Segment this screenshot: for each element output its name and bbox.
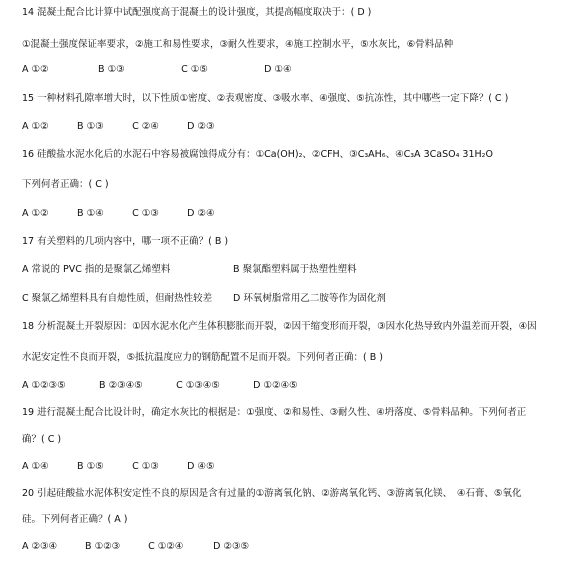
q20-option-b: B ①②③: [85, 541, 121, 552]
q17-option-a: A 常说的 PVC 指的是聚氯乙烯塑料: [22, 264, 171, 275]
q19-option-d: D ④⑤: [187, 461, 215, 472]
q20-stem-cont: 硅。下列何者正确？( A ): [22, 514, 128, 525]
q19-option-b: B ①⑤: [77, 461, 104, 472]
q14-option-b: B ①③: [98, 64, 125, 75]
q15-option-a: A ①②: [22, 121, 49, 132]
q18-options: [22, 381, 298, 391]
q14-stem: 14 混凝土配合比计算中试配强度高于混凝土的设计强度，其提高幅度取决于：( D ): [22, 7, 372, 18]
q17-stem: 17 有关塑料的几项内容中，哪一项不正确？( B ): [22, 236, 229, 247]
q16-options: [22, 209, 214, 219]
q17-option-c: C 聚氯乙烯塑料具有自熄性质，但耐热性较差: [22, 293, 213, 304]
q20-stem: 20 引起硅酸盐水泥体积安定性不良的原因是含有过量的①游离氧化钠、②游离氧化钙、③游离氧化镁、 ④石膏、⑤氧化: [22, 488, 522, 499]
q15-options: [22, 122, 214, 132]
q20-option-a: A ②③④: [22, 541, 58, 552]
q14-option-c: C ①⑤: [181, 64, 208, 75]
q16-option-c: C ①③: [132, 208, 159, 219]
q20-option-d: D ②③⑤: [213, 541, 249, 552]
q14-option-d: D ①④: [264, 64, 292, 75]
q14-options: [22, 65, 291, 75]
q20-options: [22, 542, 249, 552]
q18-stem-cont: 水泥安定性不良而开裂，⑤抵抗温度应力的钢筋配置不足而开裂。下列何者正确：( B ): [22, 352, 383, 363]
q17-option-d: D 环氧树脂常用乙二胺等作为固化剂: [233, 293, 386, 304]
q15-option-c: C ②④: [132, 121, 159, 132]
q17-choice-row-1: [22, 265, 357, 275]
q16-option-a: A ①②: [22, 208, 49, 219]
q17-choice-row-2: [22, 294, 386, 304]
q19-option-c: C ①③: [132, 461, 159, 472]
q15-stem: 15 一种材料孔隙率增大时，以下性质①密度、②表观密度、③吸水率、④强度、⑤抗冻性，其中哪些一定下降？( C ): [22, 93, 509, 104]
q19-options: [22, 462, 214, 472]
q14-option-a: A ①②: [22, 64, 49, 75]
q20-option-c: C ①②④: [148, 541, 184, 552]
q16-option-d: D ②④: [187, 208, 215, 219]
q18-option-a: A ①②③⑤: [22, 380, 66, 391]
q19-stem: 19 进行混凝土配合比设计时，确定水灰比的根据是：①强度、②和易性、③耐久性、④坍落度、⑤骨料品种。下列何者正: [22, 407, 527, 418]
q16-stem: 16 硅酸盐水泥水化后的水泥石中容易被腐蚀得成分有：①Ca(OH)₂、②CFH、③C₃AH₆、④C₃A 3CaSO₄ 31H₂O: [22, 149, 493, 160]
q18-option-d: D ①②④⑤: [253, 380, 298, 391]
q18-option-b: B ②③④⑤: [99, 380, 143, 391]
q16-option-b: B ①④: [77, 208, 104, 219]
q17-option-b: B 聚氯酯塑料属于热塑性塑料: [233, 264, 357, 275]
q18-option-c: C ①③④⑤: [176, 380, 220, 391]
q15-option-b: B ①③: [77, 121, 104, 132]
q19-option-a: A ①④: [22, 461, 49, 472]
q18-stem: 18 分析混凝土开裂原因：①因水泥水化产生体积膨胀而开裂，②因干缩变形而开裂，③因水化热导致内外温差而开裂，④因: [22, 321, 537, 332]
q19-stem-cont: 确？( C ): [22, 434, 62, 445]
q16-stem-cont: 下列何者正确：( C ): [22, 179, 109, 190]
q14-items: ①混凝土强度保证率要求，②施工和易性要求，③耐久性要求，④施工控制水平，⑤水灰比，⑥骨料品种: [22, 39, 454, 50]
q15-option-d: D ②③: [187, 121, 215, 132]
